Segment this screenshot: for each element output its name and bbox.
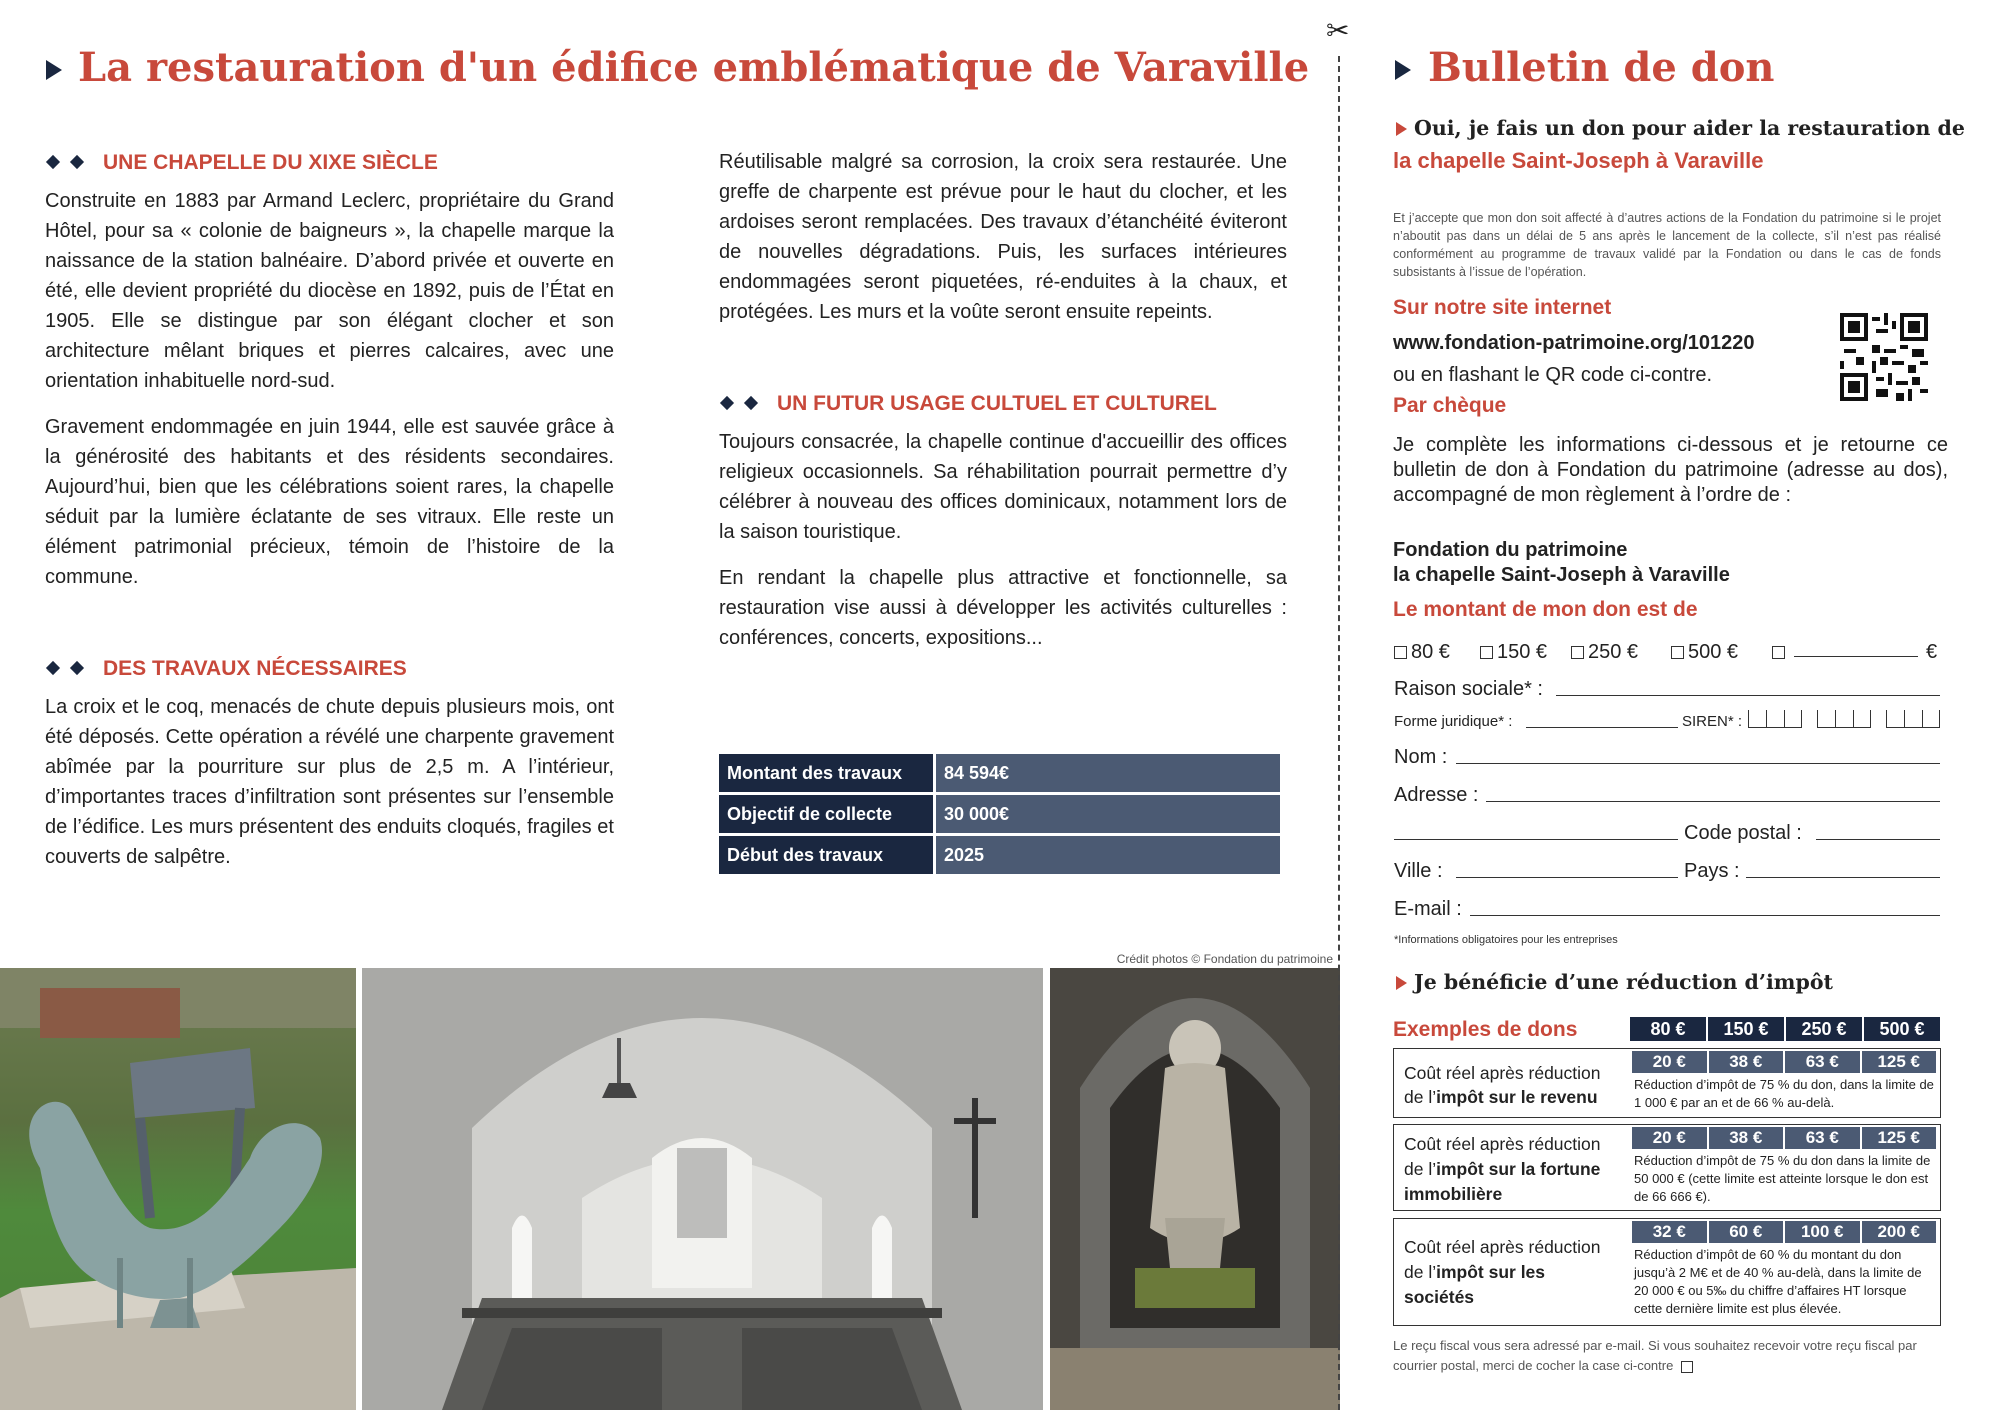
scissors-icon: ✂ xyxy=(1326,15,1350,46)
photo-credit: Crédit photos © Fondation du patrimoine xyxy=(1116,952,1333,966)
ville-label: Ville : xyxy=(1394,860,1443,882)
fact-value: 2025 xyxy=(936,836,1280,874)
amount-80[interactable] xyxy=(1394,641,1450,664)
header-cell: 250 € xyxy=(1786,1017,1864,1041)
row-label-line: Coût réel après réduction xyxy=(1404,1063,1601,1083)
checkbox[interactable] xyxy=(1394,646,1407,659)
adresse-label: Adresse : xyxy=(1394,784,1479,806)
row-label-prefix: de l’ xyxy=(1404,1159,1437,1179)
ville-input[interactable] xyxy=(1456,877,1678,878)
required-note: *Informations obligatoires pour les entreprises xyxy=(1394,934,1618,946)
adresse-line-2[interactable] xyxy=(1394,839,1678,840)
statue-photo xyxy=(1050,968,1340,1410)
web-qr-text: ou en flashant le QR code ci-contre. xyxy=(1393,364,1713,386)
web-title: Sur notre site internet xyxy=(1393,296,1612,319)
amount-cell: 125 € xyxy=(1862,1127,1937,1149)
amount-cell: 20 € xyxy=(1632,1051,1709,1073)
pays-label: Pays : xyxy=(1684,860,1740,882)
raison-label: Raison sociale* : xyxy=(1394,678,1543,700)
project-name: la chapelle Saint-Joseph à Varaville xyxy=(1393,148,1764,173)
paragraph: La croix et le coq, menacés de chute depuis plusieurs mois, ont été déposés. Cette opération a révélé une charpente gravement abîmée par la pourriture sur plus de 2,5 m. A l’intérieur, d’importantes traces d’infiltration sont présentes sur l’ensemble de l’édifice. Les murs présentent des enduits cloqués, fragiles et couverts de salpêtre. xyxy=(45,696,614,868)
amount-cell: 63 € xyxy=(1785,1051,1862,1073)
receipt-checkbox[interactable] xyxy=(1681,1361,1693,1373)
fact-label: Montant des travaux xyxy=(719,754,933,792)
row-label xyxy=(1404,1061,1601,1109)
siren-input[interactable] xyxy=(1748,710,1940,733)
row-label-tax: impôt sur le revenu xyxy=(1436,1087,1598,1107)
chapel-interior-photo xyxy=(362,968,1043,1410)
row-note: Réduction d’impôt de 75 % du don dans la limite de 50 000 € (cette limite est atteinte lorsque le don est de 66 666 €). xyxy=(1634,1153,1931,1204)
page-title: La restauration d'un édifice emblématique de Varaville xyxy=(78,44,1310,91)
row-label-tax-2: immobilière xyxy=(1404,1184,1503,1204)
receipt-note xyxy=(1393,1336,1945,1376)
table-row xyxy=(719,836,1280,874)
adresse-input[interactable] xyxy=(1486,801,1940,802)
forme-input[interactable] xyxy=(1526,727,1678,728)
header-cell: 80 € xyxy=(1630,1017,1708,1041)
examples-title: Exemples de dons xyxy=(1393,1018,1578,1041)
amount-cell: 32 € xyxy=(1632,1221,1709,1243)
amount-cell: 20 € xyxy=(1632,1127,1709,1149)
amount-title: Le montant de mon don est de xyxy=(1393,598,1698,621)
row-note: Réduction d’impôt de 60 % du montant du don jusqu’à 2 M€ et de 40 % au-delà, dans la limite de 20 000 € ou 5‰ du chiffre d’affaires HT lorsque cette dernière limite est plus élevée. xyxy=(1634,1247,1922,1316)
row-label-tax: impôt sur les xyxy=(1436,1262,1546,1282)
email-label: E-mail : xyxy=(1394,898,1462,920)
pays-input[interactable] xyxy=(1746,877,1940,878)
title-arrow-icon xyxy=(1395,60,1411,80)
row-amounts xyxy=(1632,1051,1936,1073)
row-label-prefix: de l’ xyxy=(1404,1087,1437,1107)
euro-sign: € xyxy=(1926,641,1938,663)
example-row-is xyxy=(1393,1218,1941,1326)
amount-label: 150 € xyxy=(1497,641,1548,663)
amount-cell: 63 € xyxy=(1785,1127,1862,1149)
table-row xyxy=(719,754,1280,792)
intro-text: Oui, je fais un don pour aider la restauration de xyxy=(1414,116,1965,140)
paragraph: Gravement endommagée en juin 1944, elle est sauvée grâce à la générosité des habitants et des résidents secondaires. Aujourd’hui, bien que les célébrations soient rares, la chapelle séduit par la lumière éclatante de ses vitraux. Elle reste un élément patrimonial précieux, témoin de l’histoire de la commune. xyxy=(45,416,614,588)
bulletin-title: Bulletin de don xyxy=(1428,44,1775,91)
amount-cell: 38 € xyxy=(1709,1051,1786,1073)
row-label-line: Coût réel après réduction xyxy=(1404,1134,1601,1154)
qr-code[interactable] xyxy=(1840,313,1928,401)
amount-500[interactable] xyxy=(1671,641,1738,664)
row-label xyxy=(1404,1235,1601,1310)
amount-250[interactable] xyxy=(1571,641,1638,664)
column-1-b xyxy=(45,692,614,888)
intro-arrow-icon xyxy=(1396,122,1407,136)
paragraph: Toujours consacrée, la chapelle continue d'accueillir des offices religieux occasionnels. Sa réhabilitation pourrait permettre d’y célébrer à nouveau des offices dominicaux, notamment lors de la saison touristique. xyxy=(719,431,1287,543)
column-2-b xyxy=(719,427,1287,669)
cp-label: Code postal : xyxy=(1684,822,1802,844)
amount-label: 500 € xyxy=(1688,641,1739,663)
row-amounts xyxy=(1632,1127,1936,1149)
amount-cell: 100 € xyxy=(1785,1221,1862,1243)
nom-label: Nom : xyxy=(1394,746,1448,768)
example-row-revenu xyxy=(1393,1048,1941,1118)
row-amounts xyxy=(1632,1221,1936,1243)
payee-1: Fondation du patrimoine xyxy=(1393,539,1628,561)
checkbox[interactable] xyxy=(1671,646,1684,659)
raison-input[interactable] xyxy=(1556,695,1940,696)
email-input[interactable] xyxy=(1470,915,1940,916)
row-note: Réduction d’impôt de 75 % du don, dans la limite de 1 000 € par an et de 66 % au-delà. xyxy=(1634,1077,1934,1110)
cheque-text: Je complète les informations ci-dessous et je retourne ce bulletin de don à Fondation du patrimoine (adresse au dos), accompagné de mon règlement à l’ordre de : xyxy=(1393,434,1948,506)
fact-label: Début des travaux xyxy=(719,836,933,874)
header-cell: 500 € xyxy=(1864,1017,1940,1041)
diamond-icon xyxy=(70,661,84,675)
table-row xyxy=(719,795,1280,833)
fact-value: 30 000€ xyxy=(936,795,1280,833)
siren-label: SIREN* : xyxy=(1682,713,1743,730)
title-arrow-icon xyxy=(46,60,62,80)
amount-label: 80 € xyxy=(1411,641,1450,663)
web-url[interactable]: www.fondation-patrimoine.org/101220 xyxy=(1393,332,1755,354)
receipt-text: Le reçu fiscal vous sera adressé par e-mail. Si vous souhaitez recevoir votre reçu fiscal par courrier postal, merci de cocher la case ci-contre xyxy=(1393,1338,1917,1373)
diamond-icon xyxy=(720,396,734,410)
tax-title: Je bénéficie d’une réduction d’impôt xyxy=(1414,970,1833,994)
amount-cell: 38 € xyxy=(1709,1127,1786,1149)
row-label-prefix: de l’ xyxy=(1404,1262,1437,1282)
example-row-ifi xyxy=(1393,1124,1941,1211)
amount-other-input[interactable] xyxy=(1794,656,1918,657)
diamond-icon xyxy=(46,155,60,169)
forme-label: Forme juridique* : xyxy=(1394,713,1513,730)
amount-label: 250 € xyxy=(1588,641,1639,663)
row-label-tax-2: sociétés xyxy=(1404,1287,1475,1307)
row-label xyxy=(1404,1132,1601,1207)
section-title-chapelle: UNE CHAPELLE DU XIXE SIÈCLE xyxy=(103,151,438,174)
checkbox[interactable] xyxy=(1772,646,1785,659)
amount-cell: 125 € xyxy=(1862,1051,1937,1073)
checkbox[interactable] xyxy=(1571,646,1584,659)
payee-2: la chapelle Saint-Joseph à Varaville xyxy=(1393,564,1730,586)
cut-line xyxy=(1338,56,1340,1410)
amount-cell: 60 € xyxy=(1709,1221,1786,1243)
nom-input[interactable] xyxy=(1456,763,1940,764)
examples-header xyxy=(1630,1017,1940,1041)
tax-arrow-icon xyxy=(1396,976,1407,990)
cheque-title: Par chèque xyxy=(1393,394,1507,417)
rooster-photo xyxy=(0,968,356,1410)
diamond-icon xyxy=(46,661,60,675)
amount-cell: 200 € xyxy=(1862,1221,1937,1243)
facts-table xyxy=(716,751,1283,877)
diamond-icon xyxy=(744,396,758,410)
column-1 xyxy=(45,186,614,608)
amount-150[interactable] xyxy=(1480,641,1547,664)
diamond-icon xyxy=(70,155,84,169)
paragraph: Construite en 1883 par Armand Leclerc, propriétaire du Grand Hôtel, pour sa « colonie de baigneurs », la chapelle marque la naissance de la station balnéaire. D’abord privée et ouverte en été, elle devient propriété du diocèse en 1892, puis de l’État en 1905. Elle se distingue par son élégant clocher et son architecture mêlant briques et pierres calcaires, avec une orientation inhabituelle nord-sud. xyxy=(45,190,614,392)
paragraph: En rendant la chapelle plus attractive et fonctionnelle, sa restauration vise aussi à développer les activités culturelles : conférences, concerts, expositions... xyxy=(719,567,1287,649)
section-title-travaux: DES TRAVAUX NÉCESSAIRES xyxy=(103,657,407,680)
row-label-line: Coût réel après réduction xyxy=(1404,1237,1601,1257)
section-title-usage: UN FUTUR USAGE CULTUEL ET CULTUREL xyxy=(777,392,1217,415)
paragraph: Réutilisable malgré sa corrosion, la croix sera restaurée. Une greffe de charpente est prévue pour le haut du clocher, et les ardoises seront remplacées. Des travaux d’étanchéité éviteront de nouvelles dégradations. Puis, les surfaces intérieures endommagées seront piquetées, ré-enduites à la chaux, et protégées. Les murs et la voûte seront ensuite repeints. xyxy=(719,151,1287,323)
fact-label: Objectif de collecte xyxy=(719,795,933,833)
row-label-tax: impôt sur la fortune xyxy=(1436,1159,1601,1179)
accept-text: Et j’accepte que mon don soit affecté à d’autres actions de la Fondation du patrimoine si le projet n’aboutit pas dans un délai de 5 ans après le lancement de la collecte, s’il n’est pas réalisé conformément au programme de travaux validé par la Fondation ou dans le cas de fonds subsistants à l’issue de l’opération. xyxy=(1393,211,1941,279)
column-2 xyxy=(719,147,1287,343)
amount-other-checkbox[interactable] xyxy=(1772,641,1789,664)
cp-input[interactable] xyxy=(1816,839,1940,840)
fact-value: 84 594€ xyxy=(936,754,1280,792)
checkbox[interactable] xyxy=(1480,646,1493,659)
header-cell: 150 € xyxy=(1708,1017,1786,1041)
